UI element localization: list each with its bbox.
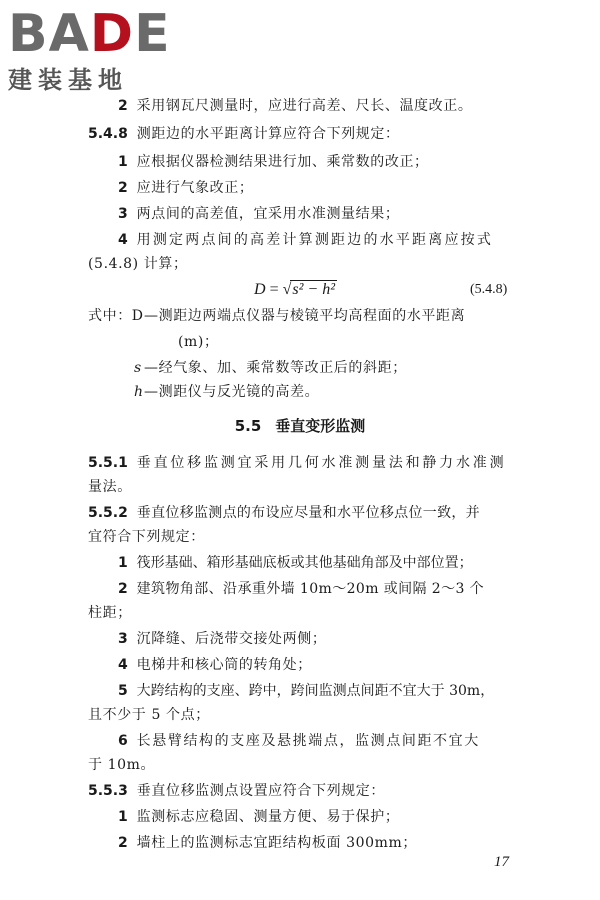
list-item: 4 电梯井和核心筒的转角处；	[118, 657, 312, 673]
formula-5-4-8: D = √s² − h²	[254, 281, 335, 298]
list-item-continuation: 于 10m。	[88, 757, 156, 773]
list-item: 2 墙柱上的监测标志宜距结构板面 300mm；	[118, 835, 417, 851]
list-item: 2 建筑物角部、沿承重外墙 10m～20m 或间隔 2～3 个	[118, 581, 485, 597]
list-item: 5 大跨结构的支座、跨中，跨间监测点间距不宜大于 30m，	[118, 683, 495, 699]
section-heading: 5.5 垂直变形监测	[234, 417, 366, 435]
list-item: 1 筏形基础、箱形基础底板或其他基础角部及中部位置；	[118, 555, 473, 571]
list-item: 2 采用钢瓦尺测量时，应进行高差、尺长、温度改正。	[118, 98, 473, 114]
list-item-continuation: 且不少于 5 个点；	[88, 707, 210, 723]
formula-number: (5.4.8)	[470, 282, 508, 297]
logo-subtitle: 建装基地	[8, 66, 128, 94]
where-item-D: 式中：D—测距边两端点仪器与棱镜平均高程面的水平距离	[88, 308, 466, 324]
bade-logo	[6, 4, 181, 96]
list-item-continuation: (5.4.8) 计算；	[88, 256, 188, 272]
where-item-s: s —经气象、加、乘常数等改正后的斜距；	[134, 360, 407, 376]
where-item-continuation: (m)；	[178, 334, 219, 350]
logo-wordmark: BADE	[8, 4, 171, 64]
list-item: 1 应根据仪器检测结果进行加、乘常数的改正；	[118, 154, 429, 170]
where-item-h: h—测距仪与反光镜的高差。	[134, 384, 320, 400]
list-item: 1 监测标志应稳固、测量方便、易于保护；	[118, 809, 400, 825]
list-item-continuation: 柱距；	[88, 605, 132, 621]
list-item-continuation: 量法。	[88, 479, 132, 495]
clause-5-5-1: 5.5.1 垂直位移监测宜采用几何水准测量法和静力水准测	[88, 455, 507, 471]
list-item: 3 沉降缝、后浇带交接处两侧；	[118, 631, 327, 647]
list-item: 4 用测定两点间的高差计算测距边的水平距离应按式	[118, 232, 494, 248]
list-item-continuation: 宜符合下列规定：	[88, 529, 205, 545]
page-number: 17	[494, 854, 509, 870]
clause-5-4-8: 5.4.8 测距边的水平距离计算应符合下列规定：	[88, 126, 400, 142]
clause-5-5-2: 5.5.2 垂直位移监测点的布设应尽量和水平位移点位一致，并	[88, 505, 480, 521]
list-item: 3 两点间的高差值，宜采用水准测量结果；	[118, 206, 400, 222]
clause-5-5-3: 5.5.3 垂直位移监测点设置应符合下列规定：	[88, 783, 385, 799]
list-item: 2 应进行气象改正；	[118, 180, 254, 196]
list-item: 6 长悬臂结构的支座及悬挑端点，监测点间距不宜大	[118, 733, 480, 749]
